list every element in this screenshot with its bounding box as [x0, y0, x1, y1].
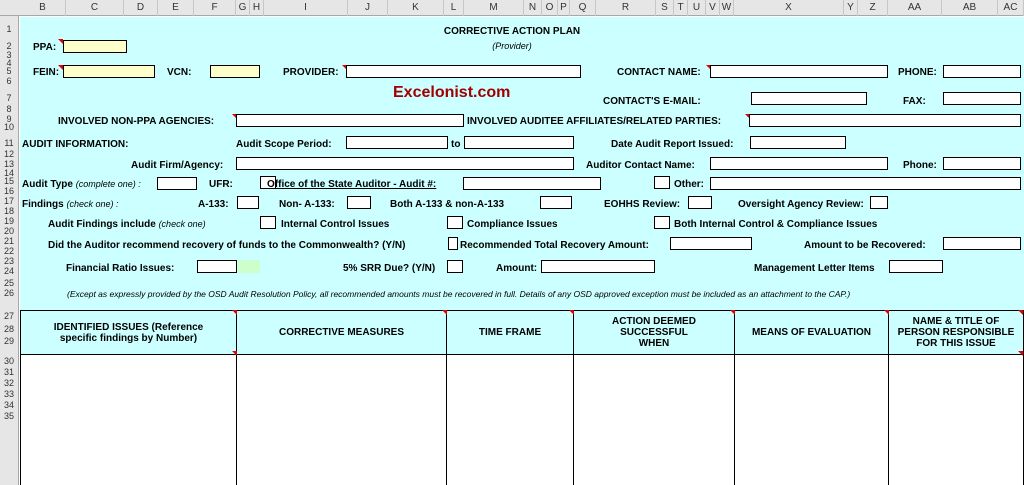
- row-header[interactable]: 24: [3, 266, 14, 276]
- comment-indicator: [884, 310, 889, 315]
- comment-indicator: [569, 310, 574, 315]
- column-header-l[interactable]: L: [444, 0, 464, 16]
- row-header[interactable]: 5: [6, 66, 12, 76]
- row-header[interactable]: 31: [3, 367, 14, 377]
- a133-checkbox[interactable]: [237, 196, 259, 209]
- column-corrective-measures[interactable]: [237, 355, 447, 485]
- comment-indicator: [58, 39, 63, 44]
- column-header-aa[interactable]: AA: [888, 0, 942, 16]
- column-header-e[interactable]: E: [158, 0, 194, 16]
- recommended-total-field[interactable]: [670, 237, 752, 250]
- provider-label: PROVIDER:: [283, 67, 339, 78]
- row-header[interactable]: 29: [3, 336, 14, 346]
- audit-scope-label: Audit Scope Period:: [236, 139, 332, 150]
- row-header[interactable]: 11: [4, 138, 14, 148]
- srr-due-label: 5% SRR Due? (Y/N): [343, 263, 436, 274]
- row-header[interactable]: 21: [3, 236, 14, 246]
- amount-field[interactable]: [541, 260, 655, 273]
- row-header[interactable]: 32: [3, 378, 14, 388]
- compliance-checkbox[interactable]: [447, 216, 463, 229]
- phone-field[interactable]: [943, 65, 1021, 78]
- column-name-title[interactable]: [889, 355, 1024, 485]
- column-header-h[interactable]: H: [250, 0, 264, 16]
- oversight-label: Oversight Agency Review:: [738, 199, 864, 210]
- auditee-label: INVOLVED AUDITEE AFFILIATES/RELATED PARTIES:: [467, 116, 722, 127]
- fax-label: FAX:: [903, 96, 926, 107]
- row-header[interactable]: 16: [3, 186, 14, 196]
- comment-indicator: [232, 310, 237, 315]
- recovery-question: Did the Auditor recommend recovery of funds to the Commonwealth? (Y/N): [48, 240, 406, 251]
- fein-label: FEIN:: [33, 67, 60, 78]
- fax-field[interactable]: [943, 92, 1021, 105]
- ppa-label: PPA:: [33, 42, 57, 53]
- check-one-note-2: (check one): [158, 219, 206, 229]
- oversight-checkbox[interactable]: [870, 196, 888, 209]
- column-header-n[interactable]: N: [524, 0, 542, 16]
- column-header-u[interactable]: U: [688, 0, 706, 16]
- column-time-frame[interactable]: [447, 355, 574, 485]
- row-header[interactable]: 10: [3, 122, 14, 132]
- contact-name-field[interactable]: [710, 65, 888, 78]
- row-header[interactable]: 35: [3, 411, 14, 421]
- row-header[interactable]: 1: [6, 24, 12, 34]
- column-header-q[interactable]: Q: [570, 0, 596, 16]
- amount-recovered-field[interactable]: [943, 237, 1021, 250]
- srr-due-field[interactable]: [447, 260, 463, 273]
- financial-ratio-label: Financial Ratio Issues:: [66, 263, 175, 274]
- internal-label: Internal Control Issues: [281, 219, 390, 230]
- column-header-m[interactable]: M: [464, 0, 524, 16]
- column-header-p[interactable]: P: [558, 0, 570, 16]
- contact-email-field[interactable]: [751, 92, 867, 105]
- row-header[interactable]: 26: [3, 288, 14, 298]
- auditor-phone-field[interactable]: [943, 157, 1021, 170]
- row-header[interactable]: 34: [3, 400, 14, 410]
- check-one-note: (check one) :: [66, 199, 119, 209]
- column-header-x[interactable]: X: [734, 0, 844, 16]
- non-ppa-label: INVOLVED NON-PPA AGENCIES:: [58, 116, 215, 127]
- other-label: Other:: [674, 179, 704, 190]
- column-means-evaluation[interactable]: [735, 355, 889, 485]
- row-header[interactable]: 33: [3, 389, 14, 399]
- date-issued-label: Date Audit Report Issued:: [611, 139, 734, 150]
- osa-audit-field[interactable]: [463, 177, 601, 190]
- non-a133-label: Non- A-133:: [279, 199, 335, 210]
- column-header-j[interactable]: J: [348, 0, 388, 16]
- row-header[interactable]: 18: [3, 206, 14, 216]
- both-ic-checkbox[interactable]: [654, 216, 670, 229]
- row-header[interactable]: 14: [3, 168, 14, 178]
- findings-text: Findings: [22, 199, 64, 210]
- a133-label: A-133:: [198, 199, 229, 210]
- row-header[interactable]: 30: [3, 356, 14, 366]
- recovery-yn-field[interactable]: [448, 237, 458, 250]
- contact-name-label: CONTACT NAME:: [617, 67, 701, 78]
- amount-label: Amount:: [496, 263, 538, 274]
- other-field[interactable]: [710, 177, 1021, 190]
- audit-type-text: Audit Type: [22, 179, 73, 190]
- other-checkbox[interactable]: [654, 176, 670, 189]
- compliance-label: Compliance Issues: [467, 219, 558, 230]
- audit-type-field[interactable]: [157, 177, 197, 190]
- form-title: CORRECTIVE ACTION PLAN: [443, 26, 581, 37]
- both-ic-label: Both Internal Control & Compliance Issues: [674, 219, 878, 230]
- column-action-deemed[interactable]: [574, 355, 735, 485]
- column-header-v[interactable]: V: [706, 0, 720, 16]
- column-header-d[interactable]: D: [124, 0, 158, 16]
- column-header-f[interactable]: F: [194, 0, 236, 16]
- both-a133-label: Both A-133 & non-A-133: [390, 199, 505, 210]
- row-header[interactable]: 4: [6, 58, 12, 68]
- column-header-i[interactable]: I: [264, 0, 348, 16]
- comment-indicator: [730, 310, 735, 315]
- row-header[interactable]: 23: [3, 256, 14, 266]
- column-header-k[interactable]: K: [388, 0, 444, 16]
- comment-indicator: [442, 310, 447, 315]
- header-identified-issues[interactable]: IDENTIFIED ISSUES (Reference specific findings by Number): [20, 310, 237, 355]
- column-header-r[interactable]: R: [596, 0, 656, 16]
- audit-firm-label: Audit Firm/Agency:: [131, 160, 224, 171]
- column-header-ab[interactable]: AB: [942, 0, 998, 16]
- scope-start-field[interactable]: [346, 136, 448, 149]
- internal-checkbox[interactable]: [260, 216, 276, 229]
- auditor-contact-label: Auditor Contact Name:: [586, 160, 695, 171]
- row-header[interactable]: 6: [6, 76, 12, 86]
- eohhs-label: EOHHS Review:: [604, 199, 681, 210]
- osa-label: Office of the State Auditor - Audit #:: [267, 179, 437, 190]
- fein-field[interactable]: [63, 65, 155, 78]
- findings-label: [22, 199, 118, 210]
- column-header-o[interactable]: O: [542, 0, 558, 16]
- row-header[interactable]: 8: [6, 104, 12, 114]
- row-header[interactable]: 3: [6, 50, 12, 60]
- mgmt-letter-label: Management Letter Items: [754, 263, 875, 274]
- findings-include-text: Audit Findings include: [48, 219, 156, 230]
- financial-ratio-field[interactable]: [197, 260, 237, 273]
- policy-note: (Except as expressly provided by the OSD Audit Resolution Policy, all recommended amounts must be recovered in full. Details of any OSD approved exception must be included as an attachment to the CAP.): [67, 289, 851, 299]
- row-header[interactable]: 27: [3, 311, 14, 321]
- column-header-g[interactable]: G: [236, 0, 250, 16]
- brand-logo: Excelonist.com: [393, 84, 511, 101]
- scope-end-field[interactable]: [464, 136, 574, 149]
- row-header[interactable]: 9: [6, 114, 12, 124]
- ppa-field[interactable]: [63, 40, 127, 53]
- row-header[interactable]: 2: [6, 41, 12, 51]
- complete-one-note: (complete one) :: [75, 179, 141, 189]
- column-header-ac[interactable]: AC: [998, 0, 1024, 16]
- auditee-field[interactable]: [749, 114, 1021, 127]
- header-corrective-measures[interactable]: CORRECTIVE MEASURES: [237, 310, 447, 355]
- column-header-s[interactable]: S: [656, 0, 674, 16]
- audit-info-label: AUDIT INFORMATION:: [22, 139, 129, 150]
- column-header-c[interactable]: C: [66, 0, 124, 16]
- ufr-label: UFR:: [209, 179, 233, 190]
- row-header[interactable]: 28: [3, 324, 14, 334]
- amount-recovered-label: Amount to be Recovered:: [804, 240, 926, 251]
- row-header-bar: [0, 16, 19, 485]
- header-means-evaluation[interactable]: MEANS OF EVALUATION: [735, 310, 889, 355]
- row-header[interactable]: 15: [3, 176, 14, 186]
- comment-indicator: [1018, 310, 1023, 315]
- row-header[interactable]: 13: [3, 159, 14, 169]
- auditor-phone-label: Phone:: [903, 160, 937, 171]
- auditor-contact-field[interactable]: [710, 157, 888, 170]
- row-header[interactable]: 22: [3, 246, 14, 256]
- audit-type-label: [22, 179, 141, 190]
- column-identified-issues[interactable]: [20, 355, 237, 485]
- recommended-total-label: Recommended Total Recovery Amount:: [460, 240, 649, 251]
- row-header[interactable]: 25: [3, 278, 14, 288]
- eohhs-checkbox[interactable]: [688, 196, 712, 209]
- provider-field[interactable]: [346, 65, 581, 78]
- column-header-b[interactable]: B: [20, 0, 66, 16]
- financial-ratio-highlight[interactable]: [238, 260, 260, 273]
- vcn-label: VCN:: [167, 67, 192, 78]
- form-subtitle: (Provider): [492, 41, 532, 51]
- row-header[interactable]: 7: [6, 93, 12, 103]
- row-header[interactable]: 12: [3, 149, 14, 159]
- both-a133-checkbox[interactable]: [540, 196, 572, 209]
- row-header[interactable]: 19: [3, 216, 14, 226]
- row-header[interactable]: 17: [3, 196, 14, 206]
- audit-firm-field[interactable]: [236, 157, 574, 170]
- row-header[interactable]: 20: [3, 226, 14, 236]
- vcn-field[interactable]: [210, 65, 260, 78]
- header-name-title[interactable]: NAME & TITLE OF PERSON RESPONSIBLE FOR THIS ISSUE: [889, 310, 1024, 355]
- mgmt-letter-field[interactable]: [889, 260, 943, 273]
- header-action-deemed[interactable]: ACTION DEEMED SUCCESSFUL WHEN: [574, 310, 735, 355]
- column-header-z[interactable]: Z: [858, 0, 888, 16]
- non-ppa-field[interactable]: [236, 114, 464, 127]
- to-label: to: [451, 139, 461, 150]
- column-header-bar: [0, 0, 1024, 16]
- header-time-frame[interactable]: TIME FRAME: [447, 310, 574, 355]
- column-header-t[interactable]: T: [674, 0, 688, 16]
- non-a133-checkbox[interactable]: [347, 196, 371, 209]
- column-header-w[interactable]: W: [720, 0, 734, 16]
- contact-email-label: CONTACT'S E-MAIL:: [603, 96, 701, 107]
- date-issued-field[interactable]: [750, 136, 846, 149]
- column-header-y[interactable]: Y: [844, 0, 858, 16]
- findings-include-label: [48, 219, 206, 230]
- phone-label: PHONE:: [898, 67, 937, 78]
